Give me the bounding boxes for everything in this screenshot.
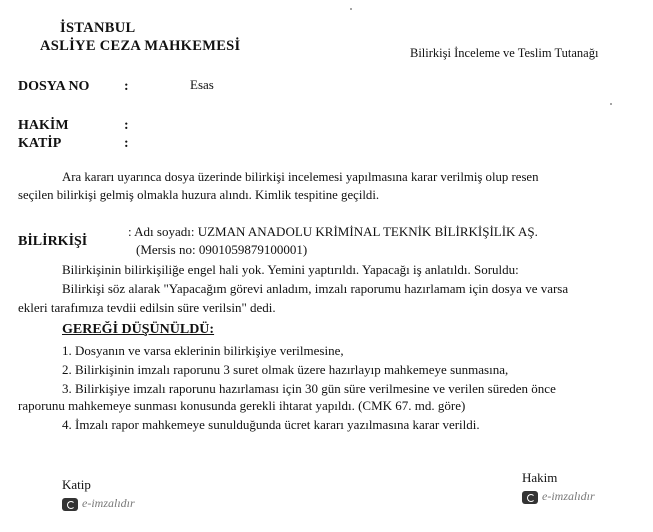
katip-esign-text: e-imzalıdır (82, 496, 135, 510)
decision-heading: GEREĞİ DÜŞÜNÜLDÜ: (62, 322, 215, 337)
hakim-colon: : (124, 118, 129, 133)
bilirkisi-label: BİLİRKİŞİ (18, 234, 88, 249)
dosya-no-label: DOSYA NO (18, 79, 90, 94)
hakim-label: HAKİM (18, 118, 69, 133)
decision-item-4: 4. İmzalı rapor mahkemeye sunulduğunda ücret kararı yazılmasına karar verildi. (62, 417, 480, 432)
expert-statement-2b: ekleri tarafımıza tevdii edilsin süre verilsin" dedi. (18, 300, 276, 315)
katip-esign (62, 495, 135, 511)
hakim-esign-text: e-imzalıdır (542, 489, 595, 503)
e-signature-icon (522, 491, 538, 504)
document-title: Bilirkişi İnceleme ve Teslim Tutanağı (410, 46, 599, 60)
court-name: ASLİYE CEZA MAHKEMESİ (40, 38, 241, 54)
expert-statement-1: Bilirkişinin bilirkişiliğe engel hali yok. Yemini yaptırıldı. Yapacağı iş anlatıldı. Soruldu: (62, 262, 519, 277)
decision-item-1: 1. Dosyanın ve varsa eklerinin bilirkişiye verilmesine, (62, 343, 344, 358)
intro-line-2: seçilen bilirkişi gelmiş olmakla huzura alındı. Kimlik tespitine geçildi. (18, 188, 380, 202)
katip-signature-label: Katip (62, 477, 91, 492)
scan-speck (610, 103, 612, 105)
dosya-no-colon: : (124, 79, 129, 94)
decision-item-2: 2. Bilirkişinin imzalı raporunu 3 suret olmak üzere hazırlayıp mahkemeye sunmasına, (62, 362, 509, 377)
court-city: İSTANBUL (60, 20, 136, 36)
decision-item-3a: 3. Bilirkişiye imzalı raporunu hazırlaması için 30 gün süre verilmesine ve verilen süreden önce (62, 381, 556, 396)
intro-line-1: Ara kararı uyarınca dosya üzerinde bilirkişi incelemesi yapılmasına karar verilmiş olup resen (62, 170, 539, 184)
scan-speck (350, 8, 352, 10)
dosya-no-value: Esas (190, 77, 214, 92)
hakim-signature-label: Hakim (522, 470, 558, 485)
hakim-esign (522, 488, 595, 504)
decision-item-3b: raporunu mahkemeye sunması konusunda gerekli ihtarat yapıldı. (CMK 67. md. göre) (18, 398, 466, 413)
expert-name: : Adı soyadı: UZMAN ANADOLU KRİMİNAL TEKNİK BİLİRKİŞİLİK AŞ. (128, 224, 538, 239)
e-signature-icon (62, 498, 78, 511)
katip-colon: : (124, 136, 129, 151)
expert-statement-2a: Bilirkişi söz alarak "Yapacağım görevi anladım, imzalı raporumu hazırlamam için dosya ve varsa (62, 281, 569, 296)
expert-mersis: (Mersis no: 0901059879100001) (136, 242, 308, 257)
katip-label: KATİP (18, 136, 62, 151)
